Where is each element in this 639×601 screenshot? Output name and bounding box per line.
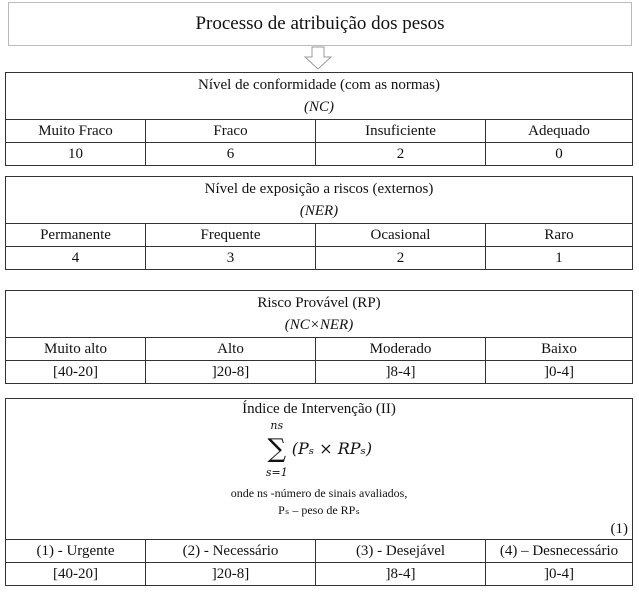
ii-value: ]0-4] <box>486 563 633 586</box>
ner-label: Raro <box>486 224 633 247</box>
rp-label: Alto <box>146 338 316 361</box>
rp-table <box>5 290 633 384</box>
rp-label: Muito alto <box>6 338 146 361</box>
equation-number: (1) <box>610 521 628 537</box>
ner-label: Ocasional <box>316 224 486 247</box>
nc-value: 0 <box>486 143 633 166</box>
ner-value: 1 <box>486 247 633 270</box>
rp-value: [40-20] <box>6 361 146 384</box>
rp-value: ]20-8] <box>146 361 316 384</box>
ii-label: (4) – Desnecessário <box>486 540 633 563</box>
ii-value: ]20-8] <box>146 563 316 586</box>
ii-table <box>5 398 633 586</box>
nc-table <box>5 72 633 166</box>
nc-abbr: (NC) <box>304 99 334 115</box>
process-title: Processo de atribuição dos pesos <box>8 2 632 46</box>
ii-label: (2) - Necessário <box>146 540 316 563</box>
nc-value: 6 <box>146 143 316 166</box>
ii-title: Índice de Intervenção (II) <box>242 401 396 417</box>
ner-abbr: (NER) <box>299 203 339 219</box>
ner-value: 4 <box>6 247 146 270</box>
sum-body: (Pₛ × RPₛ) <box>291 439 373 458</box>
ner-value: 2 <box>316 247 486 270</box>
ii-label: (1) - Urgente <box>6 540 146 563</box>
ii-label: (3) - Desejável <box>316 540 486 563</box>
rp-value: ]0-4] <box>486 361 633 384</box>
rp-title: Risco Provável (RP) <box>257 295 381 311</box>
nc-label: Adequado <box>486 120 633 143</box>
nc-value: 10 <box>6 143 146 166</box>
ner-label: Permanente <box>6 224 146 247</box>
down-arrow-icon <box>304 46 332 70</box>
sum-upper: ns <box>270 419 284 432</box>
ii-value: [40-20] <box>6 563 146 586</box>
ner-value: 3 <box>146 247 316 270</box>
sigma-icon: ∑ <box>267 434 287 464</box>
rp-label: Baixo <box>486 338 633 361</box>
rp-value: ]8-4] <box>316 361 486 384</box>
nc-value: 2 <box>316 143 486 166</box>
nc-label: Muito Fraco <box>6 120 146 143</box>
ii-note-2: Pₛ – peso de RPₛ <box>278 503 360 517</box>
ner-title: Nível de exposição a riscos (externos) <box>204 181 434 197</box>
ii-formula <box>10 419 628 479</box>
nc-label: Insuficiente <box>316 120 486 143</box>
ii-value: ]8-4] <box>316 563 486 586</box>
ner-label: Frequente <box>146 224 316 247</box>
ii-note-1: onde ns -número de sinais avaliados, <box>230 486 408 500</box>
nc-label: Fraco <box>146 120 316 143</box>
rp-label: Moderado <box>316 338 486 361</box>
ner-table <box>5 176 633 270</box>
rp-formula: (NC×NER) <box>284 317 354 333</box>
sum-lower: s=1 <box>265 466 288 479</box>
nc-title: Nível de conformidade (com as normas) <box>198 77 440 93</box>
